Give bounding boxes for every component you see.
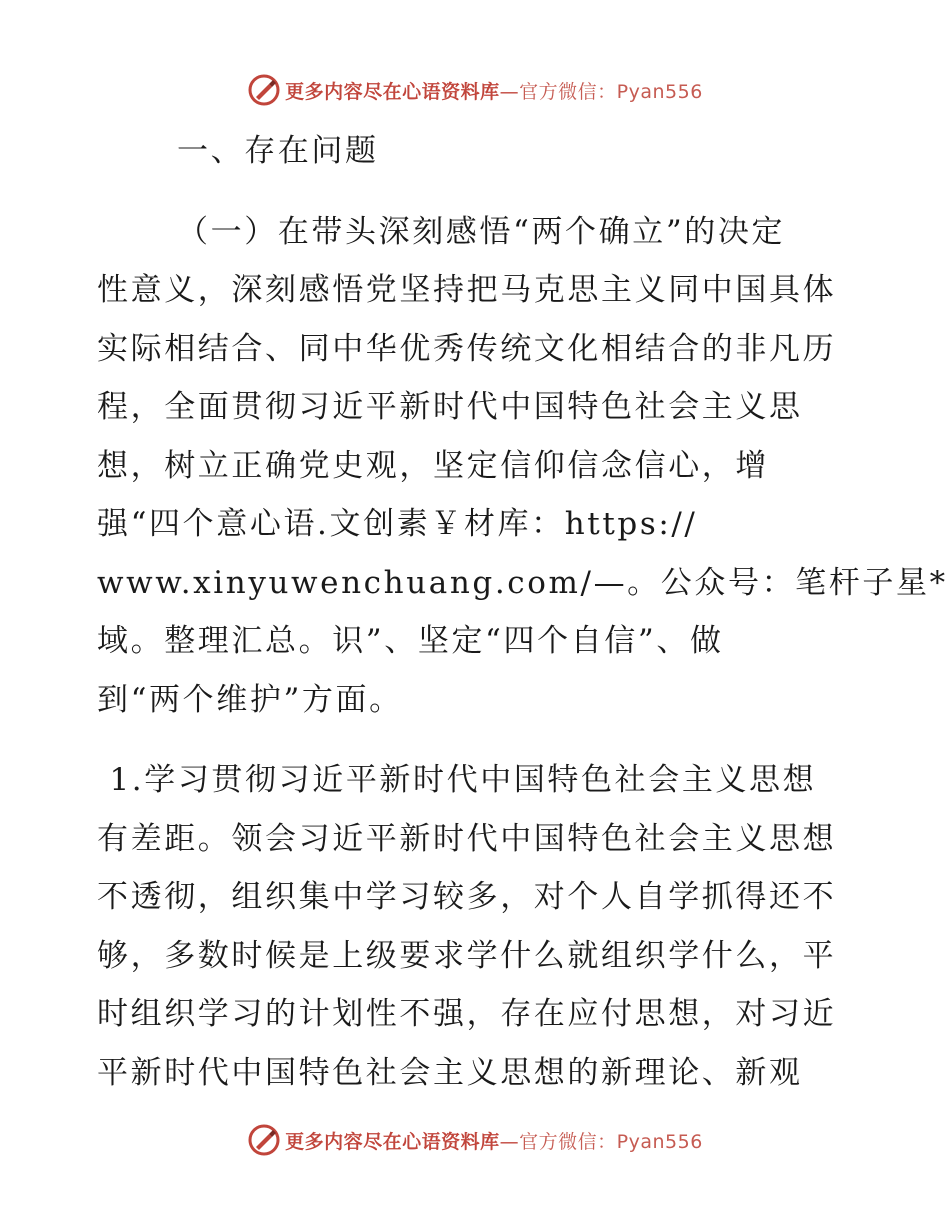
banner-main-text: 更多内容尽在心语资料库 xyxy=(285,1130,500,1153)
pen-logo-icon xyxy=(247,1123,281,1157)
banner-wechat-text: 官方微信：Pyan556 xyxy=(519,80,703,103)
paragraph-line: 实际相结合、同中华优秀传统文化相结合的非凡历 xyxy=(97,330,837,367)
section-heading: 一、存在问题 xyxy=(177,133,379,169)
paragraph-line: 程，全面贯彻习近平新时代中国特色社会主义思 xyxy=(97,389,803,425)
paragraph-line: 想，树立正确党史观，坚定信仰信念信心，增 xyxy=(97,447,769,484)
banner-wechat-text: 官方微信：Pyan556 xyxy=(519,1130,703,1153)
header-watermark-banner xyxy=(0,70,950,110)
banner-main-text: 更多内容尽在心语资料库 xyxy=(285,80,500,103)
paragraph-line: 时组织学习的计划性不强，存在应付思想，对习近 xyxy=(97,996,837,1032)
pen-logo-icon xyxy=(247,73,281,107)
paragraph-line: 够，多数时候是上级要求学什么就组织学什么，平 xyxy=(97,937,837,974)
banner-text xyxy=(285,1127,703,1154)
paragraph-line: 不透彻，组织集中学习较多，对个人自学抓得还不 xyxy=(97,879,837,915)
paragraph-line: （一）在带头深刻感悟“两个确立”的决定 xyxy=(177,213,786,250)
spacer xyxy=(97,729,857,751)
paragraph-line: 有差距。领会习近平新时代中国特色社会主义思想 xyxy=(97,820,837,857)
banner-dash: — xyxy=(499,1130,520,1153)
paragraph-line: 1.学习贯彻习近平新时代中国特色社会主义思想 xyxy=(97,762,817,798)
paragraph-line: www.xinyuwenchuang.com/—。公众号：笔杆子星* xyxy=(97,564,948,601)
document-body xyxy=(97,122,948,1102)
paragraph-line: 域。整理汇总。识”、坚定“四个自信”、做 xyxy=(97,623,724,659)
paragraph-line: 平新时代中国特色社会主义思想的新理论、新观 xyxy=(97,1054,803,1091)
paragraph-line: 性意义，深刻感悟党坚持把马克思主义同中国具体 xyxy=(97,272,837,308)
paragraph-line: 强“四个意心语.文创素￥材库：https:// xyxy=(97,506,698,542)
paragraph-line: 到“两个维护”方面。 xyxy=(97,681,403,718)
footer-watermark-banner xyxy=(0,1120,950,1160)
spacer xyxy=(97,181,857,203)
banner-dash: — xyxy=(499,80,520,103)
banner-text xyxy=(285,77,703,104)
